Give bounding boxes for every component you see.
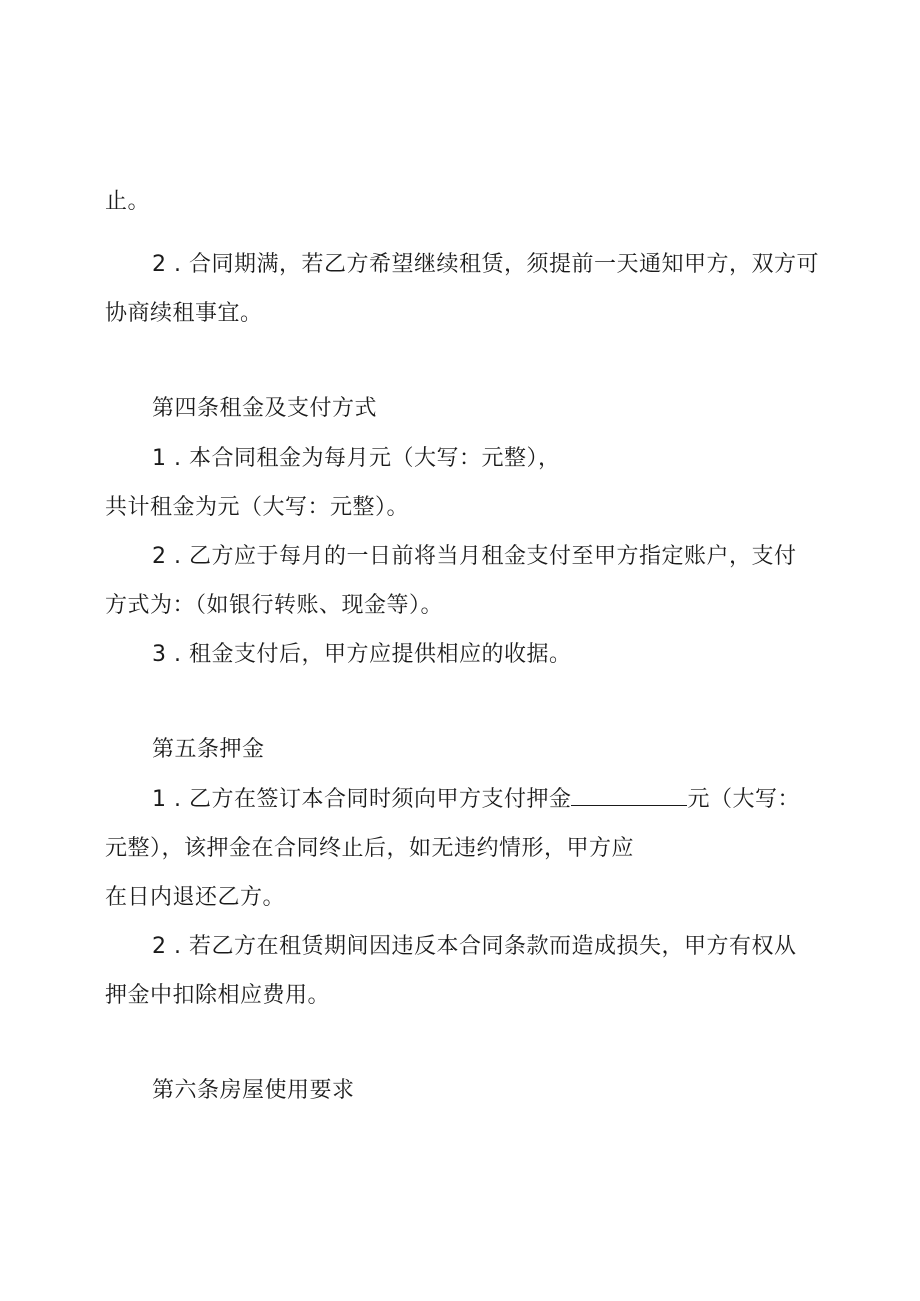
article-4-item-2-line-1: 2 . 乙方应于每月的一日前将当月租金支付至甲方指定账户，支付 (152, 544, 797, 569)
article-4-heading: 第四条租金及支付方式 (152, 396, 378, 421)
article-4-item-1-line-2: 共计租金为元（大写：元整）。 (105, 495, 410, 520)
article-5-heading: 第五条押金 (152, 737, 265, 762)
article-5-item-1-text-before-blank: 1 . 乙方在签订本合同时须向甲方支付押金 (152, 787, 572, 812)
article-5-item-1-line-2: 元整），该押金在合同终止后，如无违约情形，甲方应 (105, 836, 635, 861)
article-4-item-2-line-2: 方式为：（如银行转账、现金等）。 (105, 593, 444, 618)
article-6-heading: 第六条房屋使用要求 (152, 1078, 355, 1103)
article-5-item-1-text-after-blank: 元（大写： (687, 787, 800, 812)
article-4-item-1-line-1: 1 . 本合同租金为每月元（大写：元整）， (152, 446, 561, 471)
deposit-amount-blank (571, 785, 687, 806)
carry-over-text: 止。 (105, 189, 151, 214)
article-5-item-2-line-1: 2 . 若乙方在租赁期间因违反本合同条款而造成损失，甲方有权从 (152, 934, 797, 959)
article-5-item-1-line-3: 在日内退还乙方。 (105, 885, 286, 910)
clause-3-item-2-line-2: 协商续租事宜。 (105, 301, 263, 326)
article-5-item-1-line-1 (152, 785, 800, 815)
article-5-item-2-line-2: 押金中扣除相应费用。 (105, 983, 331, 1008)
clause-3-item-2-line-1: 2 . 合同期满，若乙方希望继续租赁，须提前一天通知甲方，双方可 (152, 252, 819, 277)
article-4-item-3-line-1: 3 . 租金支付后，甲方应提供相应的收据。 (152, 642, 572, 667)
